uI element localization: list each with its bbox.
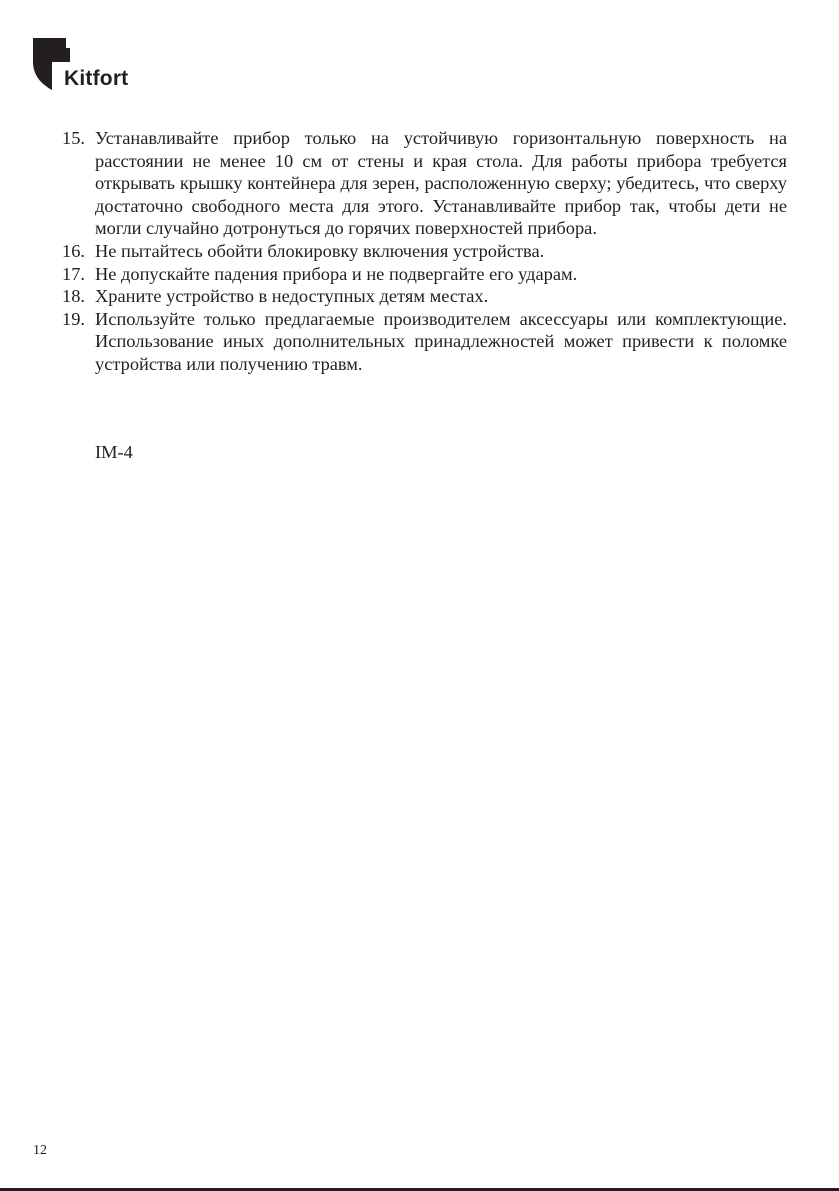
model-code: IM-4 xyxy=(95,442,133,462)
brand-logo xyxy=(33,38,143,93)
rule-text: Устанавливайте прибор только на устойчивую горизонтальную поверхность на расстоянии не менее 10 см от стены и края стола. Для работы прибора требуется открывать крышку контейнера для зерен, расположенную сверху; убедитесь, что сверху достаточно свободного места для этого. Устанавливайте прибор так, чтобы дети не могли случайно дотронуться до горячих поверхностей прибора. xyxy=(95,128,787,239)
list-item xyxy=(62,263,787,286)
rule-text: Не допускайте падения прибора и не подвергайте его ударам. xyxy=(95,263,578,284)
rule-text: Не пытайтесь обойти блокировку включения устройства. xyxy=(95,240,545,261)
rule-number: 18. xyxy=(62,286,85,307)
rule-number: 15. xyxy=(62,128,85,148)
list-item xyxy=(62,127,787,240)
rule-number: 17. xyxy=(62,263,85,284)
brand-name: Kitfort xyxy=(64,67,129,90)
rule-text: Храните устройство в недоступных детям местах. xyxy=(95,286,489,307)
page-number: 12 xyxy=(33,1143,47,1158)
safety-rules-list xyxy=(62,127,787,376)
rule-text: Используйте только предлагаемые производителем аксессуары или комплектующие. Использование иных дополнительных принадлежностей может привести к поломке устройства или получению травм. xyxy=(95,308,787,374)
list-item xyxy=(62,308,787,376)
list-item xyxy=(62,285,787,308)
rule-number: 19. xyxy=(62,308,85,329)
list-item xyxy=(62,240,787,263)
safety-rules-section xyxy=(62,127,787,376)
rule-number: 16. xyxy=(62,240,85,261)
